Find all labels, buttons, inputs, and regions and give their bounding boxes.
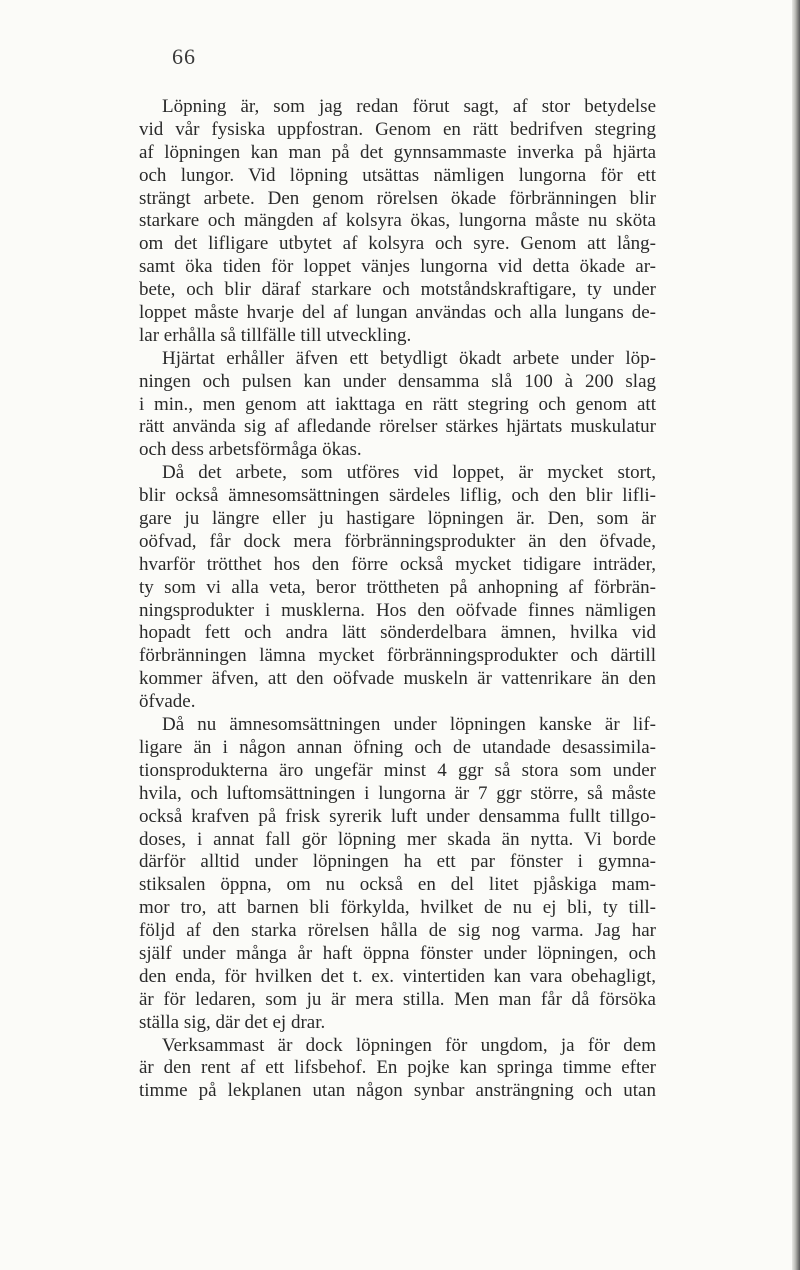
body-text — [139, 96, 656, 1103]
text-line: ningen och pulsen kan under densamma slå 100 à 200 slag — [139, 370, 656, 392]
text-line: strängt arbete. Den genom rörelsen ökade förbränningen blir — [139, 187, 656, 209]
text-line: bete, och blir däraf starkare och motståndskraftigare, ty under — [139, 279, 656, 301]
text-line: är den rent af ett lifsbehof. En pojke kan springa timme efter — [139, 1057, 656, 1079]
text-line: loppet måste hvarje del af lungan användas och alla lungans de- — [139, 302, 656, 324]
page-number: 66 — [172, 44, 196, 69]
text-line: förbränningen lämna mycket förbränningsprodukter och därtill — [139, 645, 656, 667]
text-line: starkare och mängden af kolsyra ökas, lungorna måste nu sköta — [139, 210, 656, 232]
page-edge-shadow — [792, 0, 800, 1270]
text-line: själf under många år haft öppna fönster under löpningen, och — [139, 942, 656, 964]
text-line: ligare än i någon annan öfning och de utandade desassimila- — [139, 736, 656, 758]
text-line: Verksammast är dock löpningen för ungdom, ja för dem — [162, 1034, 656, 1056]
text-line: stiksalen öppna, om nu också en del litet pjåskiga mam- — [139, 874, 656, 896]
text-line: Löpning är, som jag redan förut sagt, af stor betydelse — [162, 96, 656, 117]
text-line: gare ju längre eller ju hastigare löpningen är. Den, som är — [139, 508, 656, 530]
text-line: ty som vi alla veta, beror tröttheten på anhopning af förbrän- — [139, 576, 656, 598]
text-line: af löpningen kan man på det gynnsammaste inverka på hjärta — [139, 141, 656, 163]
text-line: tionsprodukterna äro ungefär minst 4 ggr så stora som under — [139, 759, 656, 781]
text-line: oöfvad, får dock mera förbränningsprodukter än den öfvade, — [139, 530, 656, 552]
text-line: öfvade. — [139, 691, 196, 713]
text-line: Hjärtat erhåller äfven ett betydligt ökadt arbete under löp- — [162, 347, 656, 369]
text-line: också krafven på frisk syrerik luft under densamma fullt tillgo- — [139, 805, 656, 827]
text-line: därför alltid under löpningen ha ett par fönster i gymna- — [139, 851, 656, 873]
text-line: vid vår fysiska uppfostran. Genom en rätt bedrifven stegring — [139, 118, 656, 140]
text-line: i min., men genom att iakttaga en rätt stegring och genom att — [139, 393, 656, 415]
text-line: kommer äfven, att den oöfvade muskeln är vattenrikare än den — [139, 668, 656, 690]
text-line: hvarför trötthet hos den förre också mycket tidigare inträder, — [139, 553, 656, 575]
text-line: hopadt fett och andra lätt sönderdelbara ämnen, hvilka vid — [139, 622, 656, 644]
text-line: hvila, och luftomsättningen i lungorna är 7 ggr större, så måste — [139, 782, 656, 804]
text-line: mor tro, att barnen bli förkylda, hvilket de nu ej bli, ty till- — [139, 897, 656, 919]
text-line: och lungor. Vid löpning utsättas nämligen lungorna för ett — [139, 164, 656, 186]
text-line: ställa sig, där det ej drar. — [139, 1011, 326, 1033]
text-line: timme på lekplanen utan någon synbar ansträngning och utan — [139, 1080, 656, 1102]
text-line: samt öka tiden för loppet vänjes lungorna vid detta ökade ar- — [139, 256, 656, 278]
text-line: lar erhålla så tillfälle till utveckling. — [139, 324, 412, 346]
text-line: rätt använda sig af afledande rörelser stärkes hjärtats muskulatur — [139, 416, 656, 438]
text-line: är för ledaren, som ju är mera stilla. Men man får då försöka — [139, 988, 656, 1010]
text-line: Då det arbete, som utföres vid loppet, är mycket stort, — [162, 462, 656, 484]
text-line: Då nu ämnesomsättningen under löpningen kanske är lif- — [162, 714, 656, 736]
text-line: den enda, för hvilken det t. ex. vintertiden kan vara obehagligt, — [139, 965, 656, 987]
text-line: ningsprodukter i musklerna. Hos den oöfvade finnes nämligen — [139, 599, 656, 621]
text-line: om det lifligare utbytet af kolsyra och syre. Genom att lång- — [139, 233, 656, 255]
text-line: och dess arbetsförmåga ökas. — [139, 439, 362, 461]
text-line: följd af den starka rörelsen hålla de sig nog varma. Jag har — [139, 920, 656, 942]
text-line: doses, i annat fall gör löpning mer skada än nytta. Vi borde — [139, 828, 656, 850]
text-line: blir också ämnesomsättningen särdeles liflig, och den blir lifli- — [139, 485, 656, 507]
